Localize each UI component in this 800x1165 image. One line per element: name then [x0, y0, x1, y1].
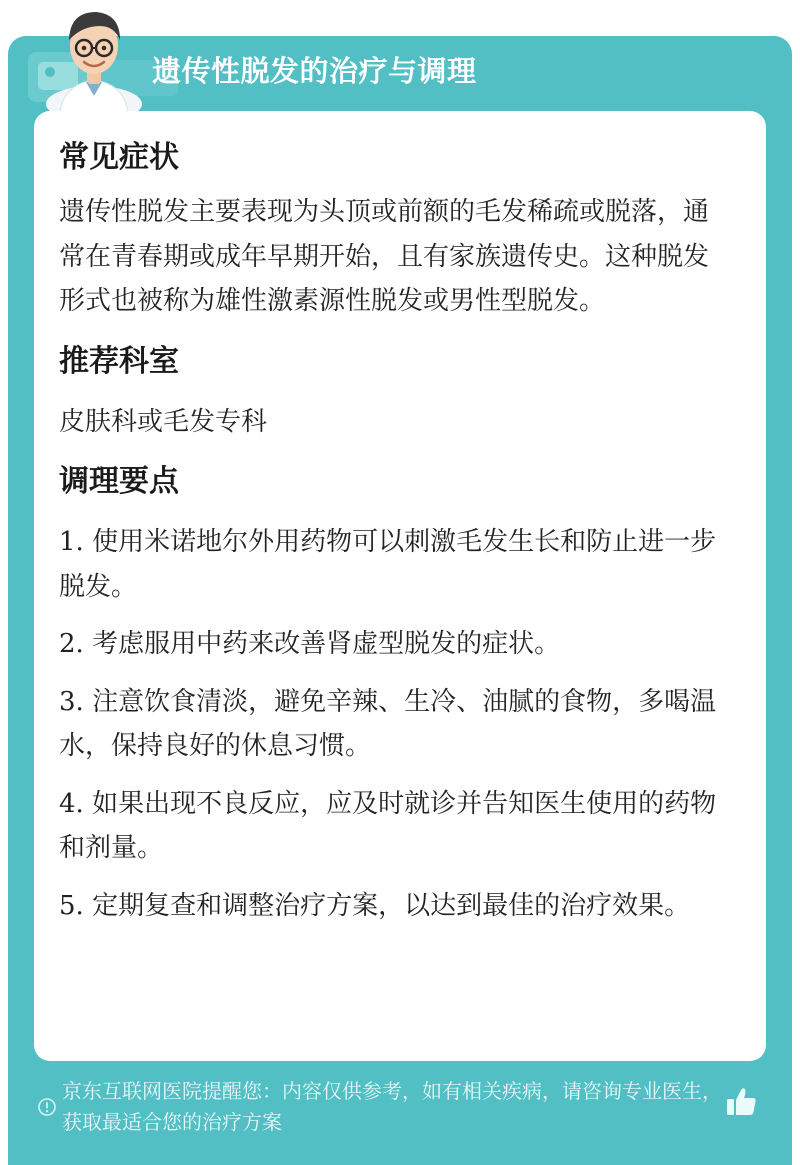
- item-text: 注意饮食清淡，避免辛辣、生冷、油腻的食物，多喝温水，保持良好的休息习惯。: [59, 686, 717, 761]
- care-section: [59, 452, 729, 928]
- item-text: 如果出现不良反应，应及时就诊并告知医生使用的药物和剂量。: [59, 788, 717, 863]
- care-heading: 调理要点: [59, 464, 179, 499]
- symptoms-text: 遗传性脱发主要表现为头顶或前额的毛发稀疏或脱落，通常在青春期或成年早期开始，且有家族遗传史。这种脱发形式也被称为雄性激素源性脱发或男性型脱发。: [59, 197, 710, 316]
- content-area: [59, 128, 729, 928]
- item-number: 5.: [59, 890, 84, 921]
- item-number: 1.: [59, 527, 84, 557]
- list-item: [59, 680, 729, 769]
- symptoms-section: [59, 128, 729, 324]
- item-number: 4.: [59, 788, 84, 819]
- symptoms-heading: 常见症状: [59, 140, 179, 175]
- info-icon: [37, 1097, 57, 1117]
- item-number: 3.: [59, 686, 84, 717]
- department-section: [59, 332, 729, 445]
- department-text: 皮肤科或毛发专科: [59, 406, 268, 437]
- list-item: [59, 622, 729, 667]
- list-item: [59, 782, 729, 871]
- list-item: [59, 520, 729, 609]
- disclaimer-text: 京东互联网医院提醒您：内容仅供参考，如有相关疾病，请咨询专业医生，获取最适合您的治疗方案: [62, 1079, 722, 1134]
- item-number: 2.: [59, 629, 84, 659]
- thumbs-up-icon[interactable]: [724, 1084, 760, 1120]
- page-title: 遗传性脱发的治疗与调理: [152, 54, 477, 88]
- list-item: [59, 884, 729, 929]
- department-heading: 推荐科室: [59, 343, 179, 379]
- doctor-avatar: [40, 0, 148, 112]
- item-text: 定期复查和调整治疗方案，以达到最佳的治疗效果。: [92, 890, 691, 921]
- item-text: 使用米诺地尔外用药物可以刺激毛发生长和防止进一步脱发。: [59, 527, 717, 602]
- item-text: 考虑服用中药来改善肾虚型脱发的症状。: [92, 629, 561, 659]
